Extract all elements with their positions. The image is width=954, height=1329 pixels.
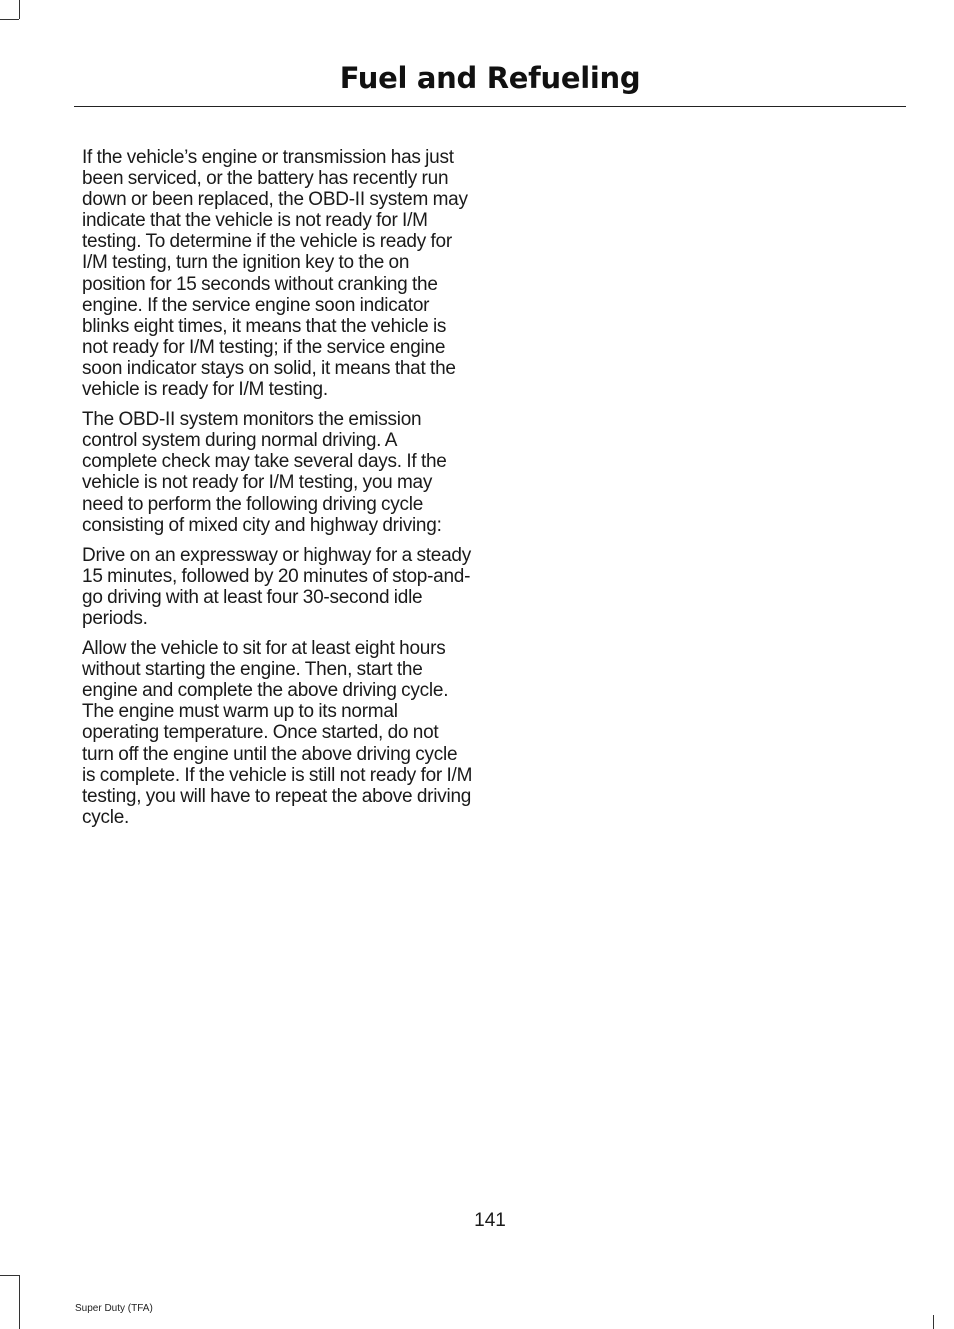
publication-label: Super Duty (TFA) bbox=[75, 1303, 153, 1314]
title-divider bbox=[74, 106, 906, 107]
crop-mark-top-left-horizontal bbox=[0, 19, 19, 20]
paragraph-repeat-cycle: Allow the vehicle to sit for at least eight hours without starting the engine. Then, start the engine and complete the above driving cycle. The engine must warm up to its normal operating temperature. Once started, do not turn off the engine until the above driving cycle is complete. If the vehicle is still not ready for I/M testing, you will have to repeat the above driving cycle. bbox=[82, 638, 473, 828]
paragraph-readiness-check: If the vehicle’s engine or transmission has just been serviced, or the battery has recently run down or been replaced, the OBD-II system may indicate that the vehicle is not ready for I/M testing. To determine if the vehicle is ready for I/M testing, turn the ignition key to the on position for 15 seconds without cranking the engine. If the service engine soon indicator blinks eight times, it means that the vehicle is not ready for I/M testing; if the service engine soon indicator stays on solid, it means that the vehicle is ready for I/M testing. bbox=[82, 147, 468, 401]
page-number: 141 bbox=[474, 1210, 506, 1231]
crop-mark-top-left-vertical bbox=[19, 0, 20, 19]
page-title: Fuel and Refueling bbox=[339, 61, 641, 95]
crop-mark-bottom-left-tick bbox=[19, 1315, 20, 1329]
body-text-column bbox=[82, 147, 474, 837]
crop-mark-bottom-left-horizontal bbox=[0, 1275, 19, 1276]
paragraph-obd-monitoring: The OBD-II system monitors the emission control system during normal driving. A complete check may take several days. If the vehicle is not ready for I/M testing, you may need to perform the following driving cycle consisting of mixed city and highway driving: bbox=[82, 409, 447, 536]
paragraph-driving-cycle: Drive on an expressway or highway for a steady 15 minutes, followed by 20 minutes of stop-and-go driving with at least four 30-second idle periods. bbox=[82, 544, 471, 629]
crop-mark-bottom-right-tick bbox=[933, 1315, 934, 1329]
